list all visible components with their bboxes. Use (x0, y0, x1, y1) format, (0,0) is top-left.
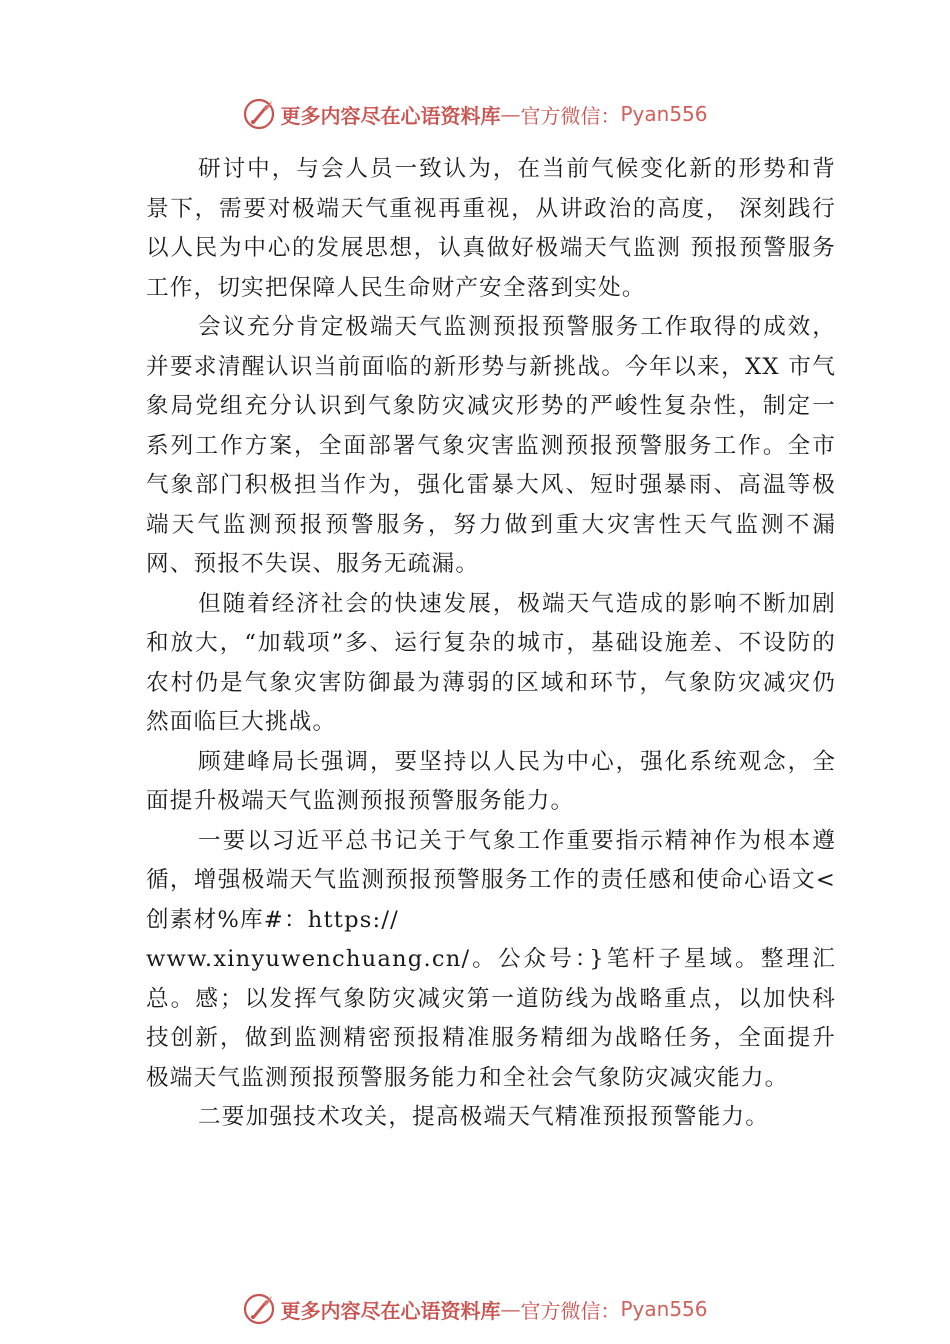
header-banner (0, 94, 950, 134)
quill-logo-icon (242, 1292, 276, 1326)
paragraph-2: 会议充分肯定极端天气监测预报预警服务工作取得的成效，并要求清醒认识当前面临的新形势与新挑战。今年以来，XX 市气象局党组充分认识到气象防灾减灾形势的严峻性复杂性，制定一系列工作方案，全面部署气象灾害监测预报预警服务工作。全市气象部门积极担当作为，强化雷暴大风、短时强暴雨、高温等极端天气监测预报预警服务，努力做到重大灾害性天气监测不漏网、预报不失误、服务无疏漏。 (146, 314, 836, 577)
paragraph-3: 但随着经济社会的快速发展，极端天气造成的影响不断加剧和放大，“加载项”多、运行复杂的城市，基础设施差、不设防的农村仍是气象灾害防御最为薄弱的区域和环节，气象防灾减灾仍然面临巨大挑战。 (146, 590, 836, 735)
banner-dash: — (500, 1297, 521, 1321)
paragraph-1: 研讨中，与会人员一致认为，在当前气候变化新的形势和背景下，需要对极端天气重视再重视，从讲政治的高度， 深刻践行以人民为中心的发展思想，认真做好极端天气监测 预报预警服务工作，切实把保障人民生命财产安全落到实处。 (146, 156, 836, 301)
footer-banner (0, 1289, 950, 1329)
quill-logo-icon (242, 97, 276, 131)
banner-main-text: 更多内容尽在心语资料库 (280, 1298, 501, 1323)
banner-dash: — (500, 102, 521, 126)
banner-wechat-id: Pyan556 (620, 102, 708, 126)
document-body (146, 150, 836, 1138)
banner-sub-text: 官方微信： (520, 103, 621, 128)
paragraph-4: 顾建峰局长强调，要坚持以人民为中心，强化系统观念，全面提升极端天气监测预报预警服务能力。 (146, 748, 836, 814)
banner-sub-text: 官方微信： (520, 1298, 621, 1323)
banner-wechat-id: Pyan556 (620, 1297, 708, 1321)
paragraph-7: 二要加强技术攻关，提高极端天气精准预报预警能力。 (198, 1104, 770, 1130)
banner-main-text: 更多内容尽在心语资料库 (280, 103, 501, 128)
paragraph-6: www.xinyuwenchuang.cn/。公众号：}笔杆子星域。整理汇总。感；以发挥气象防灾减灾第一道防线为战略重点，以加快科技创新，做到监测精密预报精准服务精细为战略任务，全面提升极端天气监测预报预警服务能力和全社会气象防灾减灾能力。 (146, 946, 836, 1091)
paragraph-5: 一要以习近平总书记关于气象工作重要指示精神作为根本遵循，增强极端天气监测预报预警服务工作的责任感和使命心语文<创素材%库#：https:// (146, 827, 836, 933)
